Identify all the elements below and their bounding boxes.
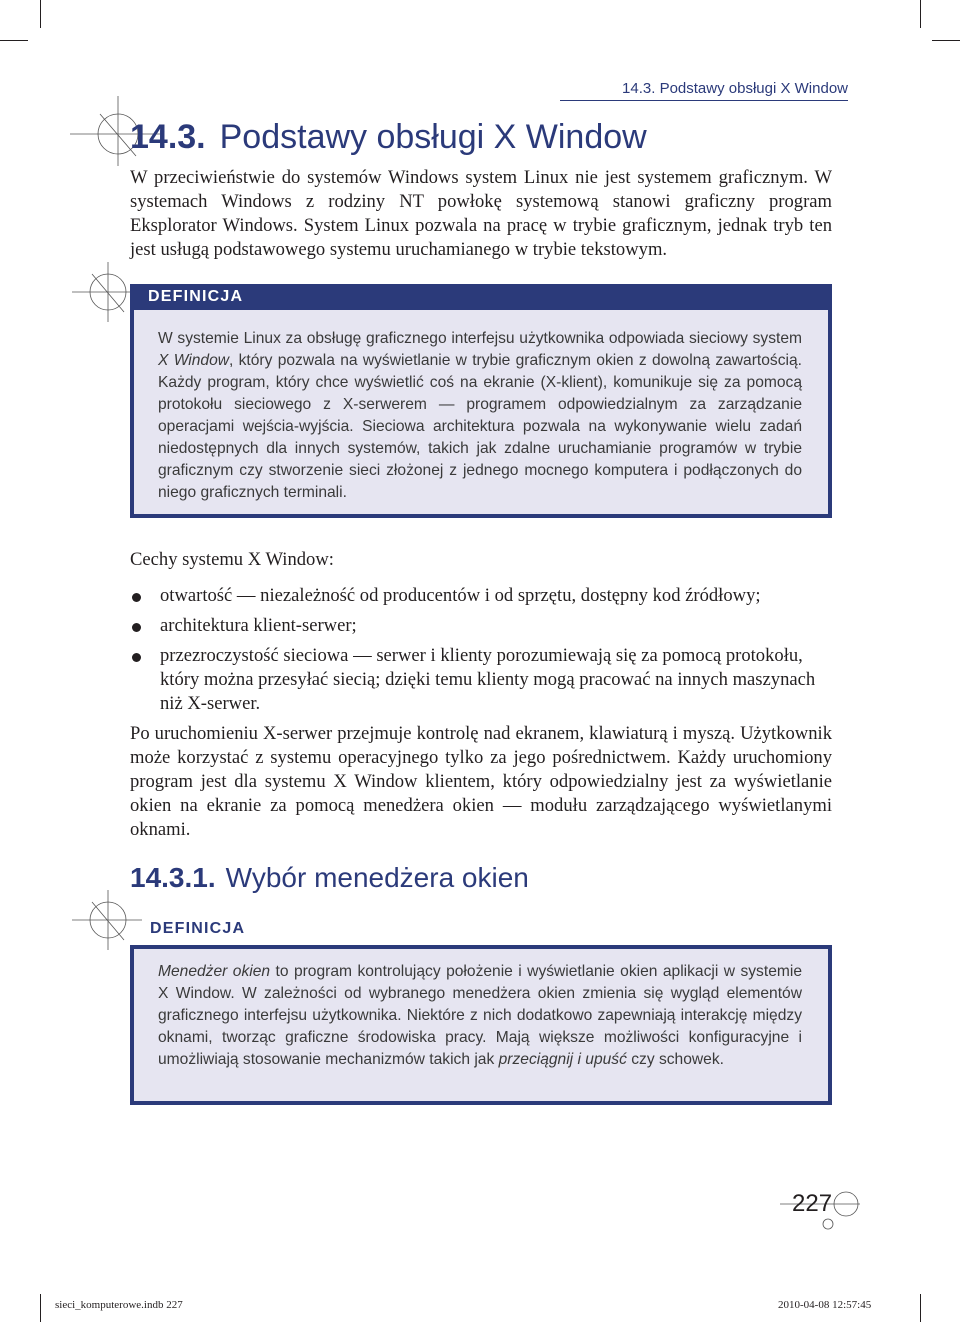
definition-term: Menedżer okien xyxy=(158,963,271,980)
crop-mark xyxy=(0,40,28,41)
features-lead: Cechy systemu X Window: xyxy=(130,549,334,570)
crop-mark xyxy=(40,0,41,28)
crop-mark xyxy=(40,1294,41,1322)
definition-term: przeciągnij i upuść xyxy=(498,1051,627,1068)
list-item: otwartość — niezależność od producentów i od sprzętu, dostępny kod źródłowy; xyxy=(130,584,832,608)
subsection-number: 14.3.1. xyxy=(130,862,216,893)
definition-label: DEFINICJA xyxy=(130,284,832,310)
section-title xyxy=(130,118,647,157)
crop-mark xyxy=(920,0,921,28)
definition-box xyxy=(130,945,832,1105)
slug-filename: sieci_komputerowe.indb 227 xyxy=(55,1299,183,1311)
list-item: architektura klient-serwer; xyxy=(130,614,832,638)
section-number: 14.3. xyxy=(130,118,206,156)
body-paragraph: Po uruchomieniu X-serwer przejmuje kontrolę nad ekranem, klawiaturą i myszą. Użytkownik może korzystać z systemu operacyjnego tylko za jego pośrednictwem. Każdy uruchomiony program jest dla systemu X Window klientem, który odpowiedzialny jest za wyświetlanie okien na ekranie za pomocą menedżera okien — modułu zarządzającego wyświetlanymi oknami. xyxy=(130,723,832,840)
definition-text: W systemie Linux za obsługę graficznego interfejsu użytkownika odpowiada sieciowy system xyxy=(158,330,802,347)
section-title-text: Podstawy obsługi X Window xyxy=(219,118,647,156)
definition-label: DEFINICJA xyxy=(150,920,246,937)
definition-term: X Window xyxy=(158,352,230,369)
running-header: 14.3. Podstawy obsługi X Window xyxy=(560,80,848,101)
definition-text: to program kontrolujący położenie i wyświetlanie okien aplikacji w systemie X Window. W zależności od wybranego menedżera okien zmienia się wygląd elementów graficznego interfejsu użytkownika. Niektóre z nich dodatkowo zapewniają interakcję między oknami, tworząc graficzne środowiska pracy. Mają większe możliwości konfiguracyjne i umożliwiają stosowanie mechanizmów takich jak xyxy=(158,963,802,1068)
page-number: 227 xyxy=(792,1190,833,1217)
list-item: przezroczystość sieciowa — serwer i klienty porozumiewają się za pomocą protokołu, który można przesyłać siecią; dzięki temu klienty mogą pracować na innych maszynach niż X-serwer. xyxy=(130,644,832,716)
definition-box xyxy=(130,310,832,518)
subsection-title-text: Wybór menedżera okien xyxy=(225,862,529,893)
intro-paragraph: W przeciwieństwie do systemów Windows system Linux nie jest systemem graficznym. W systemach Windows z rodziny NT powłokę systemową stanowi graficzny program Eksplorator Windows. System Linux pozwala na pracę w trybie graficznym, jednak tryb ten jest usługą podstawowego systemu uruchamianego w trybie tekstowym. xyxy=(130,167,832,260)
slug-timestamp: 2010-04-08 12:57:45 xyxy=(778,1299,872,1311)
definition-text: , który pozwala na wyświetlanie w trybie graficznym okien z dowolną zawartością. Każdy program, który chce wyświetlić coś na ekranie (X-klient), komunikuje się za pomocą protokołu sieciowego z X-serwerem — programem odpowiedzialnym za zarządzanie operacjami wejścia-wyjścia. Sieciowa architektura pozwala na wykonywanie wielu zadań niedostępnych dla innych systemów, takich jak zdalne uruchamianie programów w trybie graficznym czy stworzenie sieci złożonej z jednego mocnego komputera i podłączonych do niego graficznych terminali. xyxy=(158,352,802,501)
subsection-title xyxy=(130,862,529,894)
crop-mark xyxy=(932,40,960,41)
crop-mark xyxy=(920,1294,921,1322)
definition-text: czy schowek. xyxy=(626,1051,724,1068)
features-list xyxy=(130,584,832,722)
